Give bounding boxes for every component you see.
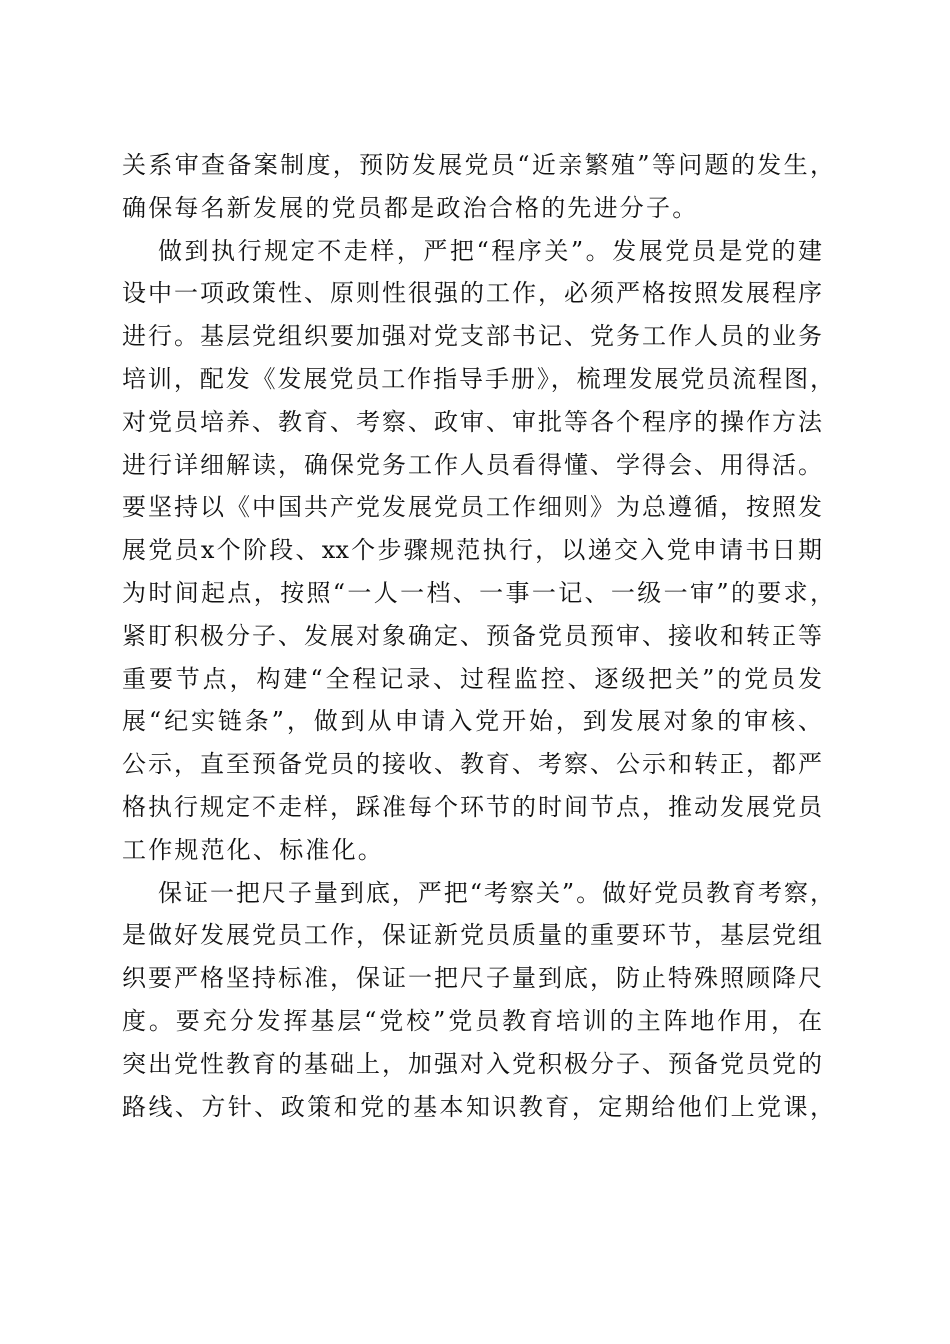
- paragraph-start-line: 保证一把尺子量到底，严把“考察关”。做好党员教育考察，: [158, 878, 834, 907]
- text-line: 突出党性教育的基础上，加强对入党积极分子、预备党员党的: [122, 1049, 822, 1078]
- text-line: 确保每名新发展的党员都是政治合格的先进分子。: [122, 193, 699, 222]
- text-line: 路线、方针、政策和党的基本知识教育，定期给他们上党课，: [122, 1092, 834, 1121]
- text-line: 织要严格坚持标准，保证一把尺子量到底，防止特殊照顾降尺: [122, 964, 822, 993]
- text-line: 是做好发展党员工作，保证新党员质量的重要环节，基层党组: [122, 921, 822, 950]
- text-line: 展党员x个阶段、xx个步骤规范执行，以递交入党申请书日期: [122, 536, 822, 565]
- text-line: 展“纪实链条”，做到从申请入党开始，到发展对象的审核、: [122, 707, 822, 736]
- text-line: 紧盯积极分子、发展对象确定、预备党员预审、接收和转正等: [122, 621, 822, 650]
- text-line: 公示，直至预备党员的接收、教育、考察、公示和转正，都严: [122, 750, 822, 779]
- text-line: 要坚持以《中国共产党发展党员工作细则》为总遵循，按照发: [122, 493, 822, 522]
- document-page: [122, 144, 834, 1128]
- text-line: 为时间起点，按照“一人一档、一事一记、一级一审”的要求，: [122, 578, 834, 607]
- text-line: 设中一项政策性、原则性很强的工作，必须严格按照发展程序: [122, 279, 822, 308]
- text-line: 重要节点，构建“全程记录、过程监控、逐级把关”的党员发: [122, 664, 822, 693]
- text-line: 格执行规定不走样，踩准每个环节的时间节点，推动发展党员: [122, 792, 822, 821]
- text-line: 工作规范化、标准化。: [122, 835, 384, 864]
- paragraph-start-line: 做到执行规定不走样，严把“程序关”。发展党员是党的建: [158, 236, 822, 265]
- text-line: 对党员培养、教育、考察、政审、审批等各个程序的操作方法: [122, 407, 822, 436]
- text-line: 关系审查备案制度，预防发展党员“近亲繁殖”等问题的发生，: [122, 151, 834, 179]
- text-line: 培训，配发《发展党员工作指导手册》，梳理发展党员流程图，: [122, 364, 834, 393]
- text-line: 度。要充分发挥基层“党校”党员教育培训的主阵地作用，在: [122, 1006, 822, 1035]
- text-line: 进行。基层党组织要加强对党支部书记、党务工作人员的业务: [122, 322, 822, 351]
- text-line: 进行详细解读，确保党务工作人员看得懂、学得会、用得活。: [122, 450, 822, 479]
